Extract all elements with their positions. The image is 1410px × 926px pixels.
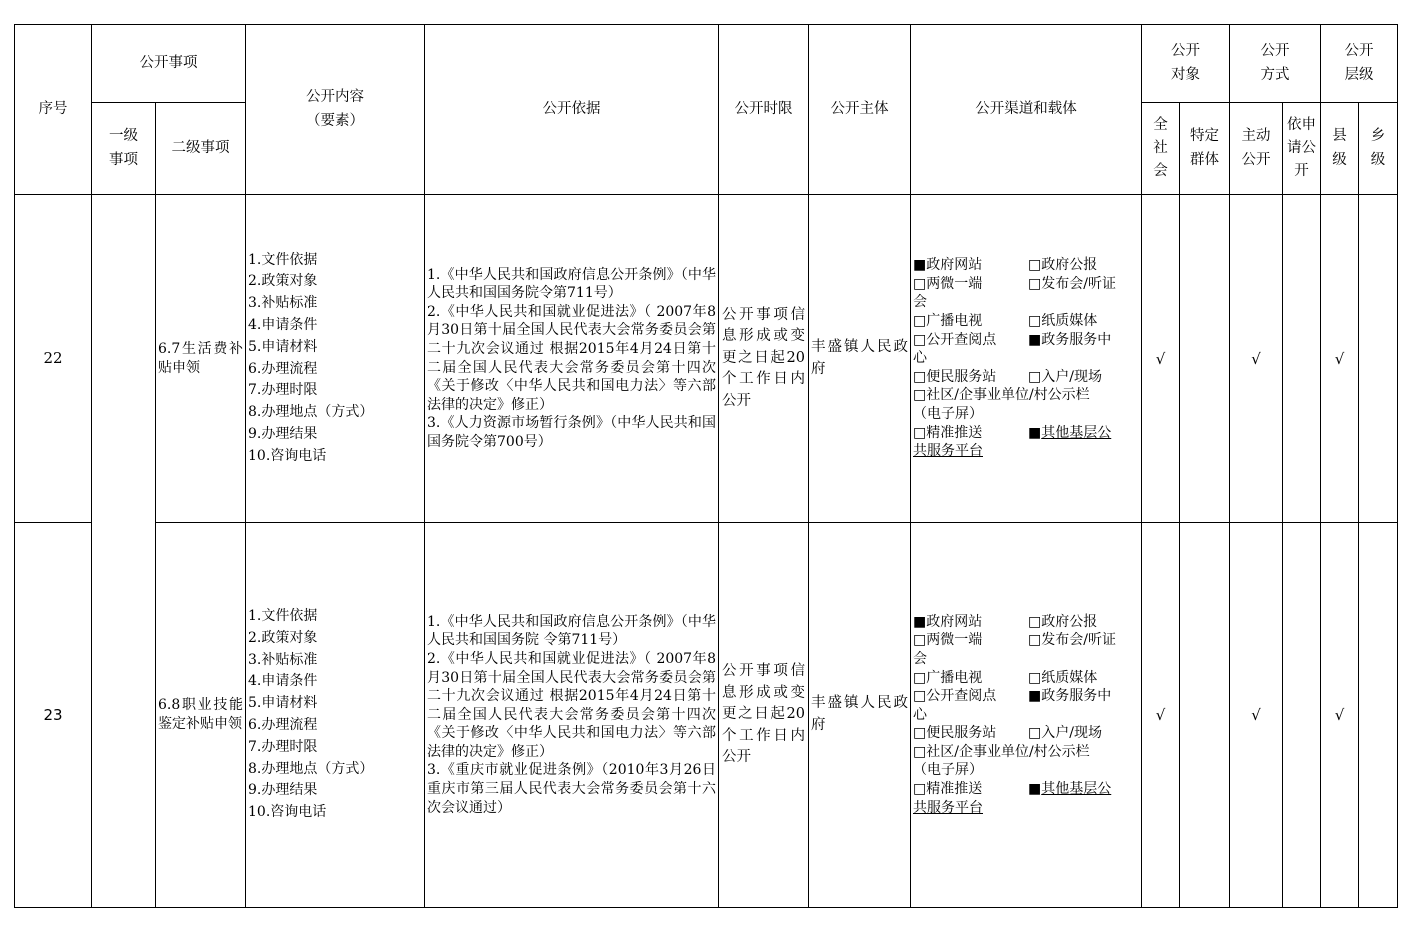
row-level2: 6.7生活费补贴申领 xyxy=(156,195,246,523)
header-level2: 二级事项 xyxy=(156,103,246,195)
disclosure-table xyxy=(14,24,1398,908)
header-level-town: 乡 级 xyxy=(1359,103,1398,195)
row-target-all: √ xyxy=(1142,523,1180,908)
row-level-county: √ xyxy=(1321,195,1359,523)
header-target-all: 全 社 会 xyxy=(1142,103,1180,195)
row-content: 1.文件依据 2.政策对象 3.补贴标准 4.申请条件 5.申请材料 6.办理流程 7.办理时限 8.办理地点（方式） 9.办理结果 10.咨询电话 xyxy=(246,195,425,523)
row-channels: ■政府网站 □政府公报 □两微一端 □发布会/听证 会 □广播电视 □纸质媒体 □公开查阅点 ■政务服务中 心 □便民服务站 □入户/现场 □社区/企事业单位/村公示栏 （电子屏） □精准推送 ■其他基层公 共服务平台 xyxy=(911,523,1142,908)
header-items: 公开事项 xyxy=(92,25,246,103)
header-method-request: 依申 请公 开 xyxy=(1283,103,1321,195)
row-method-request xyxy=(1283,523,1321,908)
table-row xyxy=(15,523,1398,908)
row-level1 xyxy=(92,195,156,908)
row-target-all: √ xyxy=(1142,195,1180,523)
row-method-request xyxy=(1283,195,1321,523)
header-method: 公开 方式 xyxy=(1230,25,1321,103)
row-basis: 1.《中华人民共和国政府信息公开条例》（中华人民共和国国务院 令第711号） 2.《中华人民共和国就业促进法》（ 2007年8月30日第十届全国人民代表大会常务委员会第二十九次会议通过 根据2015年4月24日第十二届全国人民代表大会常务委员会第十四次《关于修改〈中华人民共和国电力法〉等六部法律的决定》修正） 3.《重庆市就业促进条例》（2010年3月26日重庆市第三届人民代表大会常务委员会第十六次会议通过） xyxy=(425,523,719,908)
row-target-specific xyxy=(1180,195,1230,523)
row-method-active: √ xyxy=(1230,195,1283,523)
header-level: 公开 层级 xyxy=(1321,25,1398,103)
header-basis: 公开依据 xyxy=(425,25,719,195)
row-subject: 丰盛镇人民政府 xyxy=(809,195,911,523)
header-target: 公开 对象 xyxy=(1142,25,1230,103)
table-row xyxy=(15,195,1398,523)
row-content: 1.文件依据 2.政策对象 3.补贴标准 4.申请条件 5.申请材料 6.办理流程 7.办理时限 8.办理地点（方式） 9.办理结果 10.咨询电话 xyxy=(246,523,425,908)
header-target-specific: 特定 群体 xyxy=(1180,103,1230,195)
header-content: 公开内容 （要素） xyxy=(246,25,425,195)
row-target-specific xyxy=(1180,523,1230,908)
header-time-limit: 公开时限 xyxy=(719,25,809,195)
row-time-limit: 公开事项信息形成或变更之日起20个工作日内公开 xyxy=(719,523,809,908)
row-basis: 1.《中华人民共和国政府信息公开条例》（中华人民共和国国务院令第711号） 2.《中华人民共和国就业促进法》（ 2007年8月30日第十届全国人民代表大会常务委员会第二十九次会议通过 根据2015年4月24日第十二届全国人民代表大会常务委员会第十四次《关于修改〈中华人民共和国电力法〉等六部法律的决定》修正） 3.《人力资源市场暂行条例》（中华人民共和国国务院令第700号） xyxy=(425,195,719,523)
header-level-county: 县 级 xyxy=(1321,103,1359,195)
row-seq: 23 xyxy=(15,523,92,908)
header-seq: 序号 xyxy=(15,25,92,195)
row-level-town xyxy=(1359,523,1398,908)
header-method-active: 主动 公开 xyxy=(1230,103,1283,195)
row-seq: 22 xyxy=(15,195,92,523)
row-level2: 6.8职业技能鉴定补贴申领 xyxy=(156,523,246,908)
row-level-town xyxy=(1359,195,1398,523)
row-level-county: √ xyxy=(1321,523,1359,908)
header-level1: 一级 事项 xyxy=(92,103,156,195)
row-channels: ■政府网站 □政府公报 □两微一端 □发布会/听证 会 □广播电视 □纸质媒体 □公开查阅点 ■政务服务中 心 □便民服务站 □入户/现场 □社区/企事业单位/村公示栏 （电子屏） □精准推送 ■其他基层公 共服务平台 xyxy=(911,195,1142,523)
header-subject: 公开主体 xyxy=(809,25,911,195)
header-channels: 公开渠道和载体 xyxy=(911,25,1142,195)
row-time-limit: 公开事项信息形成或变更之日起20个工作日内公开 xyxy=(719,195,809,523)
row-method-active: √ xyxy=(1230,523,1283,908)
row-subject: 丰盛镇人民政府 xyxy=(809,523,911,908)
